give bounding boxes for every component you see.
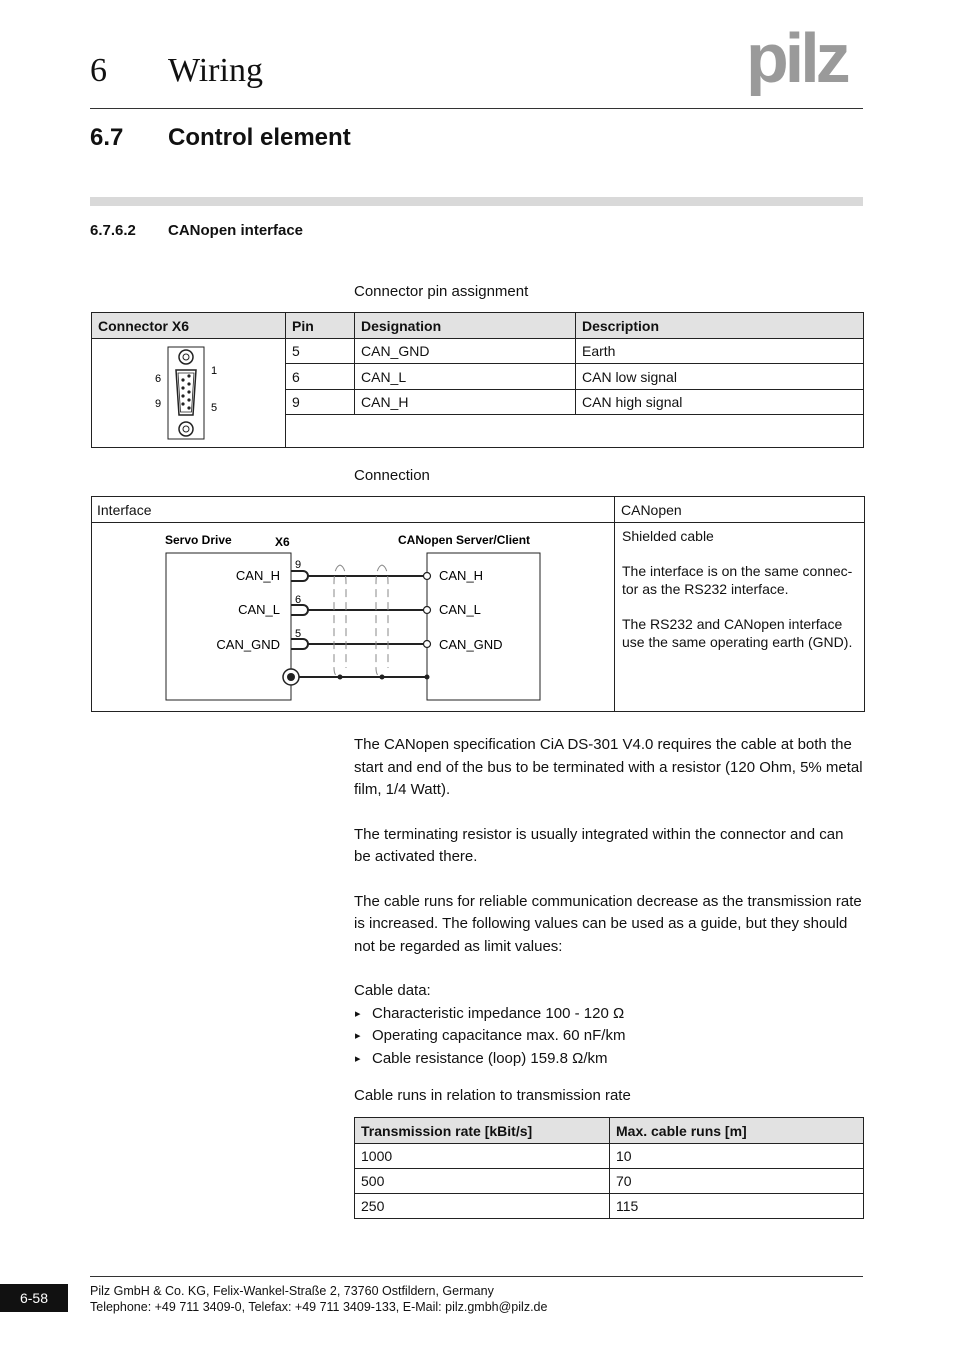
cable-data-list (354, 1003, 864, 1071)
footer-address (90, 1283, 547, 1315)
table-row (355, 1144, 864, 1169)
connector-cell (92, 339, 286, 448)
connection-caption: Connection (354, 467, 430, 484)
col-header-connector: Connector X6 (92, 313, 286, 339)
chapter-number: 6 (90, 52, 107, 89)
list-item: ▸ Characteristic impedance 100 - 120 Ω (354, 1003, 864, 1026)
pin-number-6: 6 (295, 594, 302, 606)
note-shielded-cable: Shielded cable (622, 528, 714, 544)
terminal-can-h (424, 573, 431, 580)
pin-value: 6 (286, 364, 355, 389)
shield-right-a (376, 565, 382, 677)
cable-data-label: Cable data: (354, 982, 431, 999)
list-item: ▸ Cable resistance (loop) 159.8 Ω/km (354, 1048, 864, 1071)
plug-pin-6 (291, 605, 308, 615)
paragraph-resistor: The terminating resistor is usually integrated within the connector and can be activated there. (354, 825, 844, 865)
note-rs232-shared: The interface is on the same connec-tor as the RS232 interface. (622, 563, 853, 597)
pin-value: 5 (286, 339, 355, 364)
page-number: 6-58 (0, 1284, 68, 1312)
wiring-diagram-cell (92, 523, 615, 711)
paragraph-termination: The CANopen specification CiA DS-301 V4.0 requires the cable at both the start and end of the bus to be terminated with a resistor (120 Ohm, 5% metal film, 1/4 Watt). (354, 736, 863, 798)
plug-pin-9 (291, 571, 308, 581)
pin-number-5: 5 (295, 628, 302, 640)
bullet-triangle-icon: ▸ (355, 1030, 361, 1042)
rate-table (354, 1117, 864, 1219)
body-text (354, 734, 864, 1070)
left-signal-can-l: CAN_L (238, 602, 280, 617)
subsection-number: 6.7.6.2 (90, 222, 136, 239)
footer-rule (90, 1276, 863, 1277)
bullet-triangle-icon: ▸ (355, 1007, 361, 1020)
col-header-rate: Transmission rate [kBit/s] (355, 1118, 610, 1144)
right-signal-can-h: CAN_H (439, 568, 484, 583)
terminal-can-l (424, 607, 431, 614)
bullet-triangle-icon: ▸ (355, 1052, 361, 1065)
col-header-designation: Designation (355, 313, 576, 339)
subsection-title: CANopen interface (168, 222, 304, 239)
run-value: 10 (610, 1144, 864, 1169)
designation-value: CAN_H (355, 389, 576, 414)
footer-line-2: Telephone: +49 711 3409-0, Telefax: +49 711 3409-133, E-Mail: pilz.gmbh@pilz.de (90, 1300, 548, 1314)
run-value: 115 (610, 1194, 864, 1219)
plug-pin-5 (291, 639, 308, 649)
pilz-logo (746, 24, 866, 96)
pin-table-caption: Connector pin assignment (354, 283, 529, 300)
description-value: CAN high signal (576, 389, 864, 414)
rate-value: 500 (355, 1169, 610, 1194)
table-row (92, 339, 864, 364)
description-value: Earth (576, 339, 864, 364)
pin-label-1: 1 (211, 365, 218, 377)
pin-value: 9 (286, 389, 355, 414)
description-value: CAN low signal (576, 364, 864, 389)
earth-terminal-core (287, 673, 295, 681)
dsub-connector-icon (92, 339, 284, 447)
col-header-description: Description (576, 313, 864, 339)
list-item: ▸ Operating capacitance max. 60 nF/km (354, 1025, 864, 1048)
designation-value: CAN_GND (355, 339, 576, 364)
connection-header-canopen: CANopen (615, 497, 864, 523)
shield-right-b (382, 565, 388, 668)
wiring-diagram (92, 523, 614, 711)
col-header-pin: Pin (286, 313, 355, 339)
logo-text: pilz (746, 24, 847, 96)
servo-drive-label: Servo Drive (165, 533, 232, 547)
section-number: 6.7 (90, 124, 124, 151)
connection-notes (622, 527, 862, 668)
rate-value: 1000 (355, 1144, 610, 1169)
left-signal-can-gnd: CAN_GND (216, 637, 280, 652)
terminal-can-gnd (424, 641, 431, 648)
rate-table-caption: Cable runs in relation to transmission rate (354, 1087, 631, 1104)
shield-left-a (334, 565, 340, 677)
connection-table (91, 496, 865, 712)
col-header-run: Max. cable runs [m] (610, 1118, 864, 1144)
rate-value: 250 (355, 1194, 610, 1219)
chapter-title: Wiring (168, 52, 263, 89)
table-row (355, 1194, 864, 1219)
pin-label-6: 6 (155, 373, 162, 385)
right-signal-can-gnd: CAN_GND (439, 637, 503, 652)
paragraph-cable-runs: The cable runs for reliable communication decrease as the transmission rate is increased. The following values can be used as a guide, but they should not be regarded as limit values: (354, 892, 862, 955)
shield-left-b (340, 565, 346, 668)
left-signal-can-h: CAN_H (235, 568, 280, 583)
section-title: Control element (168, 124, 351, 151)
x6-label: X6 (275, 535, 290, 549)
pin-label-9: 9 (155, 398, 162, 410)
server-client-label: CANopen Server/Client (398, 533, 531, 547)
pin-number-9: 9 (295, 559, 302, 571)
pin-label-5: 5 (211, 402, 218, 414)
designation-value: CAN_L (355, 364, 576, 389)
table-row (355, 1169, 864, 1194)
section-divider (90, 197, 863, 206)
connection-header-interface: Interface (92, 497, 615, 523)
pin-table (91, 312, 864, 448)
shield-node-left (338, 675, 343, 680)
shield-node-end (425, 675, 430, 680)
note-operating-earth: The RS232 and CANopen interface use the same operating earth (GND). (622, 616, 853, 650)
header-rule (90, 108, 863, 109)
shield-node-right (380, 675, 385, 680)
run-value: 70 (610, 1169, 864, 1194)
footer-line-1: Pilz GmbH & Co. KG, Felix-Wankel-Straße 2, 73760 Ostfildern, Germany (90, 1284, 494, 1298)
right-signal-can-l: CAN_L (439, 602, 481, 617)
